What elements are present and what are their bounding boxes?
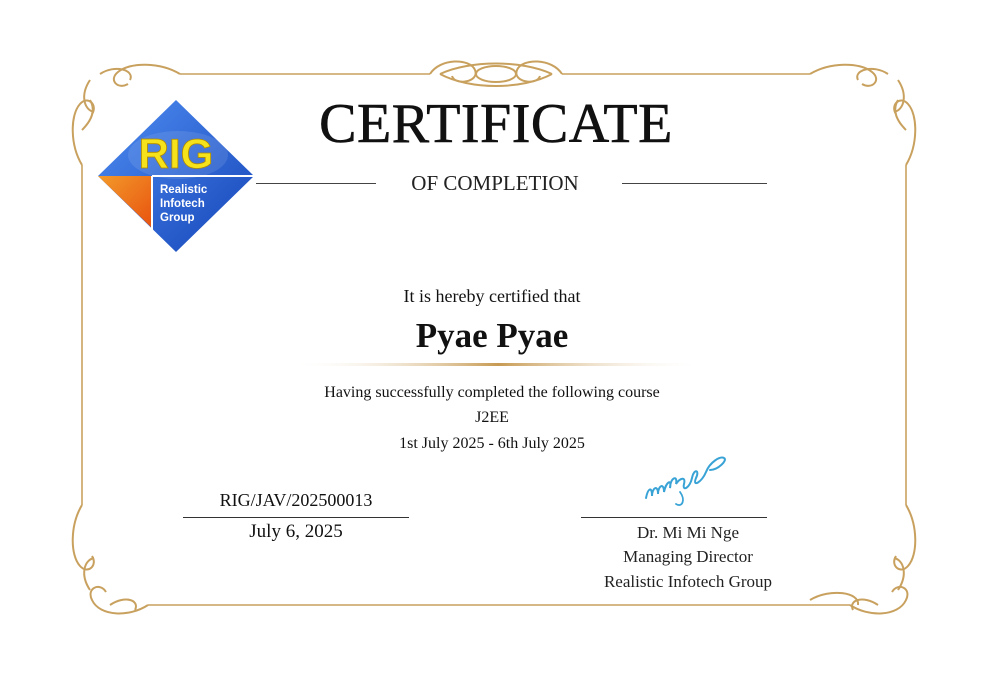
logo-line-2: Infotech — [160, 198, 205, 210]
logo-line-3: Group — [160, 212, 195, 224]
certificate-title: CERTIFICATE — [319, 93, 673, 155]
course-period: 1st July 2025 - 6th July 2025 — [399, 435, 585, 452]
company-logo — [98, 100, 254, 252]
logo-line-1: Realistic — [160, 184, 208, 196]
issue-date: July 6, 2025 — [249, 521, 343, 542]
certificate-subtitle: OF COMPLETION — [411, 171, 579, 195]
signature-rule — [581, 517, 767, 518]
logo-abbreviation: RIG — [138, 130, 214, 177]
corner-ornament-top-right — [810, 65, 915, 165]
certification-intro: It is hereby certified that — [403, 286, 581, 306]
recipient-underline — [292, 363, 704, 366]
completion-statement: Having successfully completed the following course — [324, 384, 660, 401]
subtitle-rule-right — [622, 183, 767, 184]
certificate-id: RIG/JAV/202500013 — [219, 490, 373, 510]
signer-organization: Realistic Infotech Group — [603, 572, 773, 591]
recipient-name: Pyae Pyae — [415, 316, 569, 355]
id-rule — [183, 517, 409, 518]
signer-name: Dr. Mi Mi Nge — [637, 523, 739, 542]
signer-title: Managing Director — [623, 547, 753, 566]
course-name: J2EE — [475, 409, 509, 426]
subtitle-rule-left — [256, 183, 376, 184]
corner-ornament-bottom-left — [73, 505, 148, 613]
handwritten-signature — [640, 448, 732, 510]
corner-ornament-bottom-right — [810, 505, 915, 613]
top-ornament — [430, 61, 562, 86]
